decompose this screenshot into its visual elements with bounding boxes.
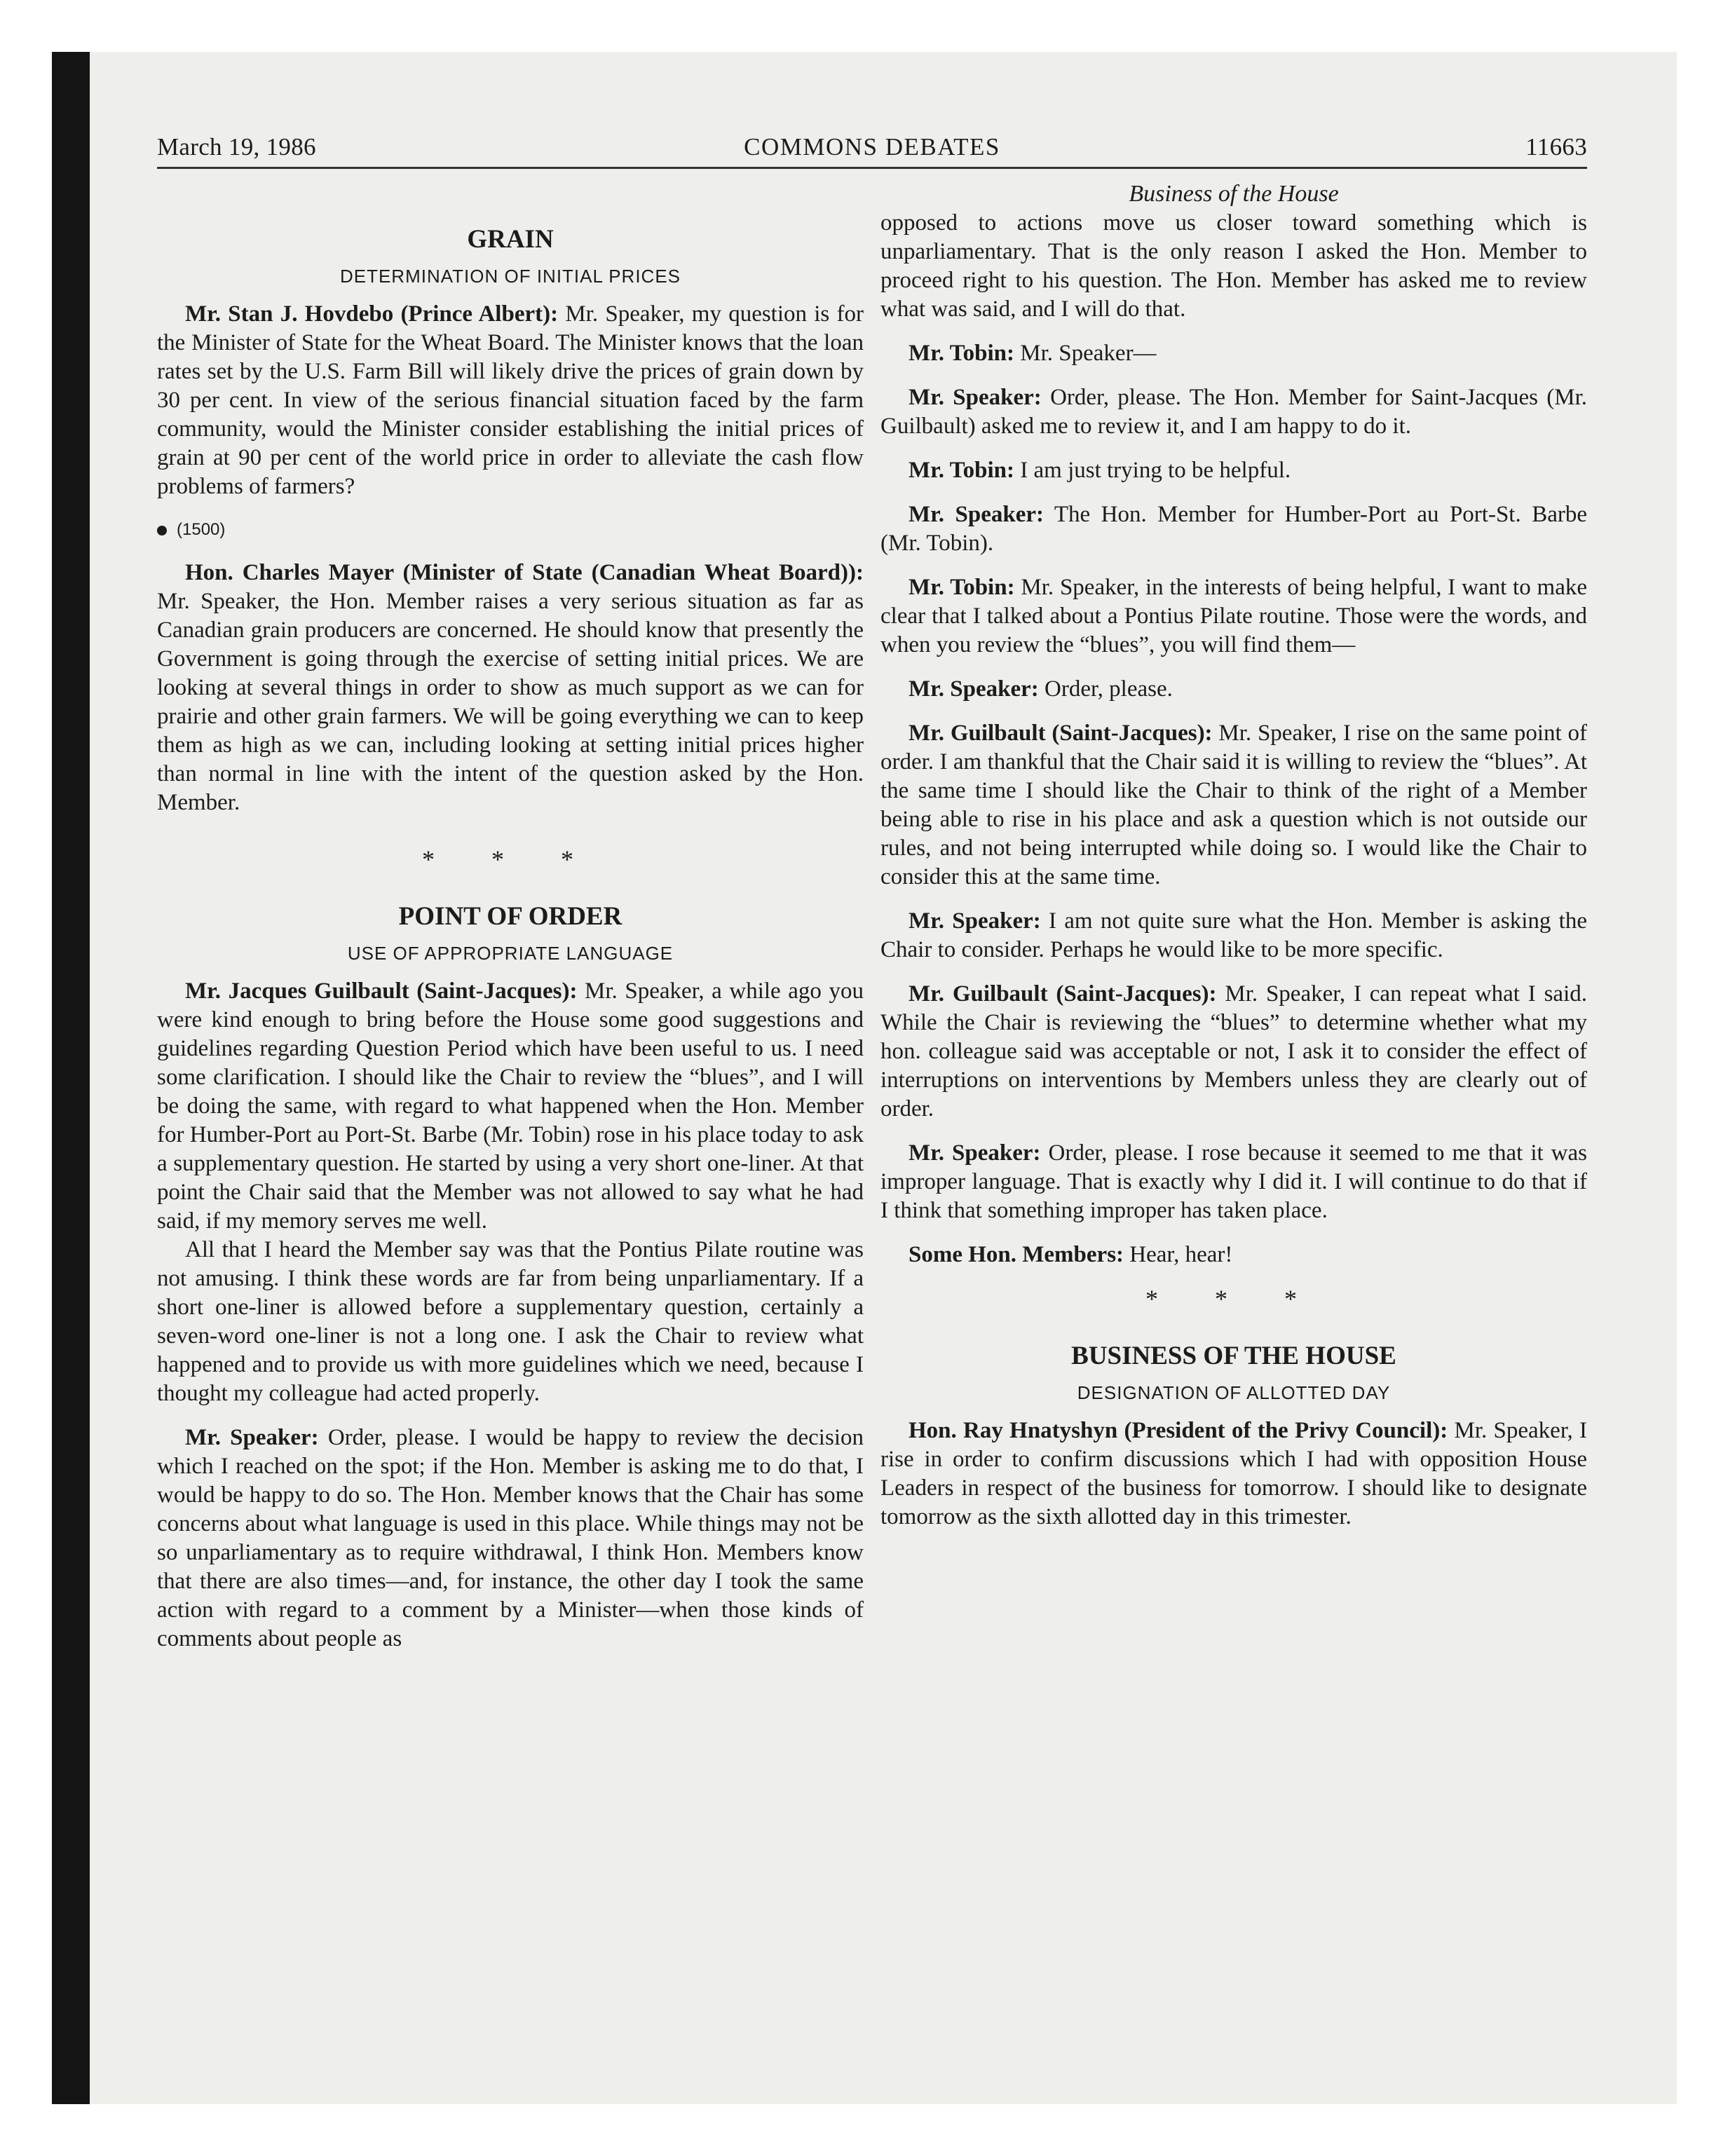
paragraph-speaker-3 [880,675,1587,704]
paragraph-hovdebo [157,300,864,501]
speaker-name: Mr. Speaker: [909,908,1041,934]
section-separator: * * * [1145,1285,1322,1313]
time-marker-text: (1500) [177,520,226,539]
speaker-name: Mr. Stan J. Hovdebo (Prince Albert): [185,301,559,327]
paragraph-tobin-1 [880,339,1587,368]
bullet-dot-icon [157,526,167,535]
speech-text: Mr. Speaker, I rise in order to confirm discussions which I had with opposition House Leaders in respect of the business for tomorrow. I should like to designate tomorrow as the sixth allotted day in this trimester. [880,1418,1587,1529]
speech-text: Order, please. I rose because it seemed to me that it was improper language. That is exactly why I did it. I will continue to do that if I think that something improper has taken place. [880,1140,1587,1223]
speech-text: Hear, hear! [1124,1242,1233,1267]
header-publication: COMMONS DEBATES [744,133,1000,161]
paragraph-mayer [157,559,864,817]
paragraph-guilbault-2 [880,719,1587,892]
speech-text: I am not quite sure what the Hon. Member is asking the Chair to consider. Perhaps he would like to be more specific. [880,908,1587,962]
speech-text: Mr. Speaker, in the interests of being helpful, I want to make clear that I talked about a Pontius Pilate routine. Those were the words, and when you review the “blues”, you will find them— [880,575,1587,657]
section-title-business: BUSINESS OF THE HOUSE [1071,1342,1396,1370]
running-head: Business of the House [1129,181,1339,207]
paragraph-guilbault [157,977,864,1236]
section-title-point-of-order: POINT OF ORDER [398,902,622,931]
time-marker [157,518,864,542]
page-header [157,133,1587,167]
paragraph-speaker-4 [880,907,1587,964]
speech-text: Mr. Speaker, I can repeat what I said. While the Chair is reviewing the “blues” to determine whether what my hon. colleague said was acceptable or not, I ask it to consider the effect of interruptions on interventions by Members unless they are clearly out of order. [880,981,1587,1121]
speaker-name: Mr. Speaker: [909,385,1042,410]
speaker-name: Mr. Tobin: [909,575,1015,600]
subtitle-appropriate-language: USE OF APPROPRIATE LANGUAGE [347,943,674,964]
header-rule [157,167,1587,169]
paragraph-hnatyshyn [880,1417,1587,1531]
speech-text: Order, please. The Hon. Member for Saint-Jacques (Mr. Guilbault) asked me to review it, and I am happy to do it. [880,385,1587,439]
paragraph-guilbault-continued: All that I heard the Member say was that the Pontius Pilate routine was not amusing. I think these words are far from being unparliamentary. If a short one-liner is allowed before a supplementary question, certainly a seven-word one-liner is not a long one. I ask the Chair to review what happened and to provide us with more guidelines which we need, because I thought my colleague had acted properly. [157,1237,864,1406]
left-column [157,179,864,1653]
speech-text: Order, please. [1038,676,1173,702]
paragraph-tobin-3 [880,573,1587,660]
speaker-name: Mr. Speaker: [909,676,1039,702]
right-column [880,179,1587,1531]
paragraph-guilbault-3 [880,980,1587,1124]
section-title-grain: GRAIN [467,225,554,254]
speaker-name: Mr. Guilbault (Saint-Jacques): [909,981,1217,1007]
speaker-name: Mr. Speaker: [185,1425,319,1450]
speaker-name: Mr. Speaker: [909,502,1044,527]
speech-text: Mr. Speaker— [1014,341,1157,366]
speaker-name: Mr. Tobin: [909,341,1015,366]
section-separator: * * * [422,845,599,873]
paragraph-speaker [157,1424,864,1653]
paragraph-some-members [880,1241,1587,1269]
speaker-name: Hon. Ray Hnatyshyn (President of the Privy Council): [909,1418,1448,1443]
speaker-name: Mr. Tobin: [909,458,1015,483]
speaker-name: Mr. Jacques Guilbault (Saint-Jacques): [185,978,578,1004]
speaker-name: Some Hon. Members: [909,1242,1124,1267]
speech-text: I am just trying to be helpful. [1014,458,1291,483]
paragraph-speaker-2 [880,500,1587,558]
paragraph-continuation: opposed to actions move us closer toward something which is unparliamentary. That is the only reason I asked the Hon. Member to proceed right to his question. The Hon. Member has asked me to review what was said, and I will do that. [880,210,1587,322]
paragraph-tobin-2 [880,456,1587,485]
speech-text: Mr. Speaker, I rise on the same point of order. I am thankful that the Chair said it is willing to review the “blues”. At the same time I should like the Chair to think of the right of a Member being able to rise in his place and ask a question which is not outside our rules, and not being interrupted while doing so. I would like the Chair to consider this at the same time. [880,721,1587,889]
subtitle-allotted-day: DESIGNATION OF ALLOTTED DAY [1077,1382,1391,1403]
speech-text: Mr. Speaker, my question is for the Minister of State for the Wheat Board. The Minister knows that the loan rates set by the U.S. Farm Bill will likely drive the prices of grain down by 30 per cent. In view of the serious financial situation faced by the farm community, would the Minister consider establishing the initial prices of grain at 90 per cent of the world price in order to alleviate the cash flow problems of farmers? [157,301,864,499]
speech-text: The Hon. Member for Humber-Port au Port-St. Barbe (Mr. Tobin). [880,502,1587,556]
speech-text: Order, please. I would be happy to review the decision which I reached on the spot; if the Hon. Member is asking me to do that, I would be happy to do so. The Hon. Member knows that the Chair has some concerns about what language is used in this place. While things may not be so unparliamentary as to require withdrawal, I think Hon. Members know that there are also times—and, for instance, the other day I took the same action with regard to a comment by a Minister—when those kinds of comments about people as [157,1425,864,1651]
paragraph-speaker-5 [880,1139,1587,1225]
speaker-name: Mr. Speaker: [909,1140,1041,1166]
subtitle-initial-prices: DETERMINATION OF INITIAL PRICES [339,266,681,287]
header-date: March 19, 1986 [157,133,316,161]
speaker-name: Hon. Charles Mayer (Minister of State (Canadian Wheat Board)): [185,560,864,585]
header-page-number: 11663 [1525,133,1587,161]
paragraph-speaker-1 [880,383,1587,441]
speech-text: Mr. Speaker, a while ago you were kind enough to bring before the House some good suggestions and guidelines regarding Question Period which have been useful to us. I need some clarification. I should like the Chair to review the “blues”, and I will be doing the same, with regard to what happened when the Hon. Member for Humber-Port au Port-St. Barbe (Mr. Tobin) rose in his place today to ask a supplementary question. He started by using a very short one-liner. At that point the Chair said that the Member was not allowed to say what he had said, if my memory serves me well. [157,978,864,1234]
scan-edge-bar [52,52,90,2104]
speech-text: Mr. Speaker, the Hon. Member raises a very serious situation as far as Canadian grain producers are concerned. He should know that presently the Government is going through the exercise of setting initial prices. We are looking at several things in order to show as much support as we can for prairie and other grain farmers. We will be going everything we can to keep them as high as we can, including looking at setting initial prices higher than normal in line with the intent of the question asked by the Hon. Member. [157,589,864,815]
speaker-name: Mr. Guilbault (Saint-Jacques): [909,721,1213,746]
